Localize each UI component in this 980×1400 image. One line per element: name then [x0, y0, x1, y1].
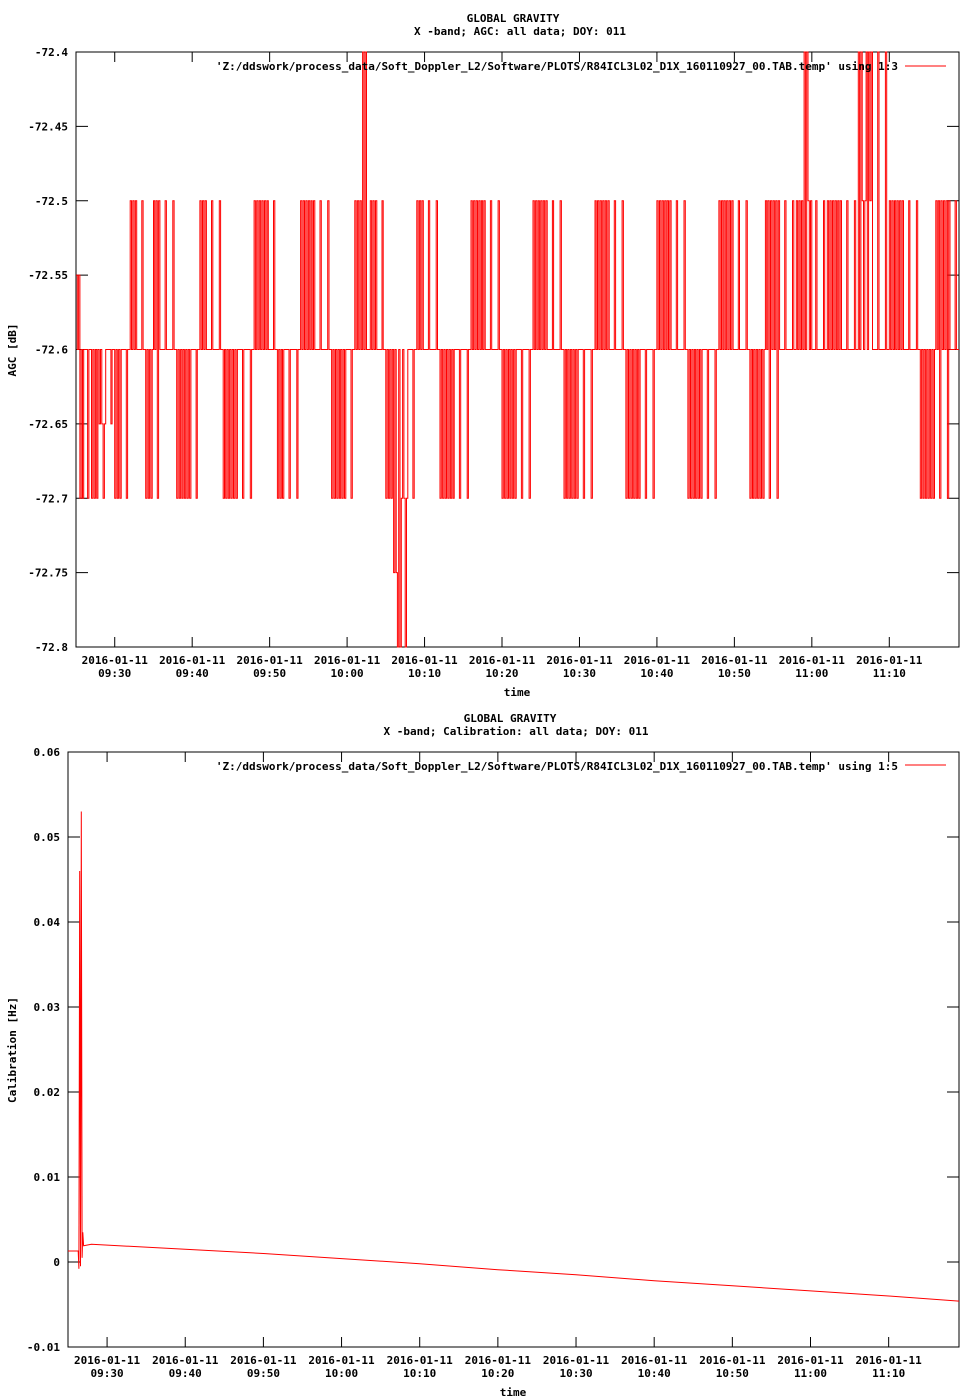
agc-x-tick-date: 2016-01-11	[778, 654, 845, 667]
calibration-y-tick-label: 0.02	[33, 1086, 60, 1099]
calibration-y-tick-label: 0	[53, 1256, 60, 1269]
agc-x-tick-time: 09:50	[253, 667, 287, 680]
calibration-y-tick-label: 0.03	[33, 1001, 60, 1014]
agc-chart-title: GLOBAL GRAVITY	[466, 12, 560, 25]
calibration-x-tick-time: 10:20	[481, 1367, 515, 1380]
calibration-x-axis-label: time	[499, 1386, 527, 1399]
calibration-y-axis-label: Calibration [Hz]	[6, 997, 19, 1103]
agc-x-tick-time: 10:40	[640, 667, 674, 680]
calibration-x-tick-date: 2016-01-11	[855, 1354, 922, 1367]
calibration-x-tick-date: 2016-01-11	[152, 1354, 219, 1367]
calibration-y-tick-label: 0.05	[33, 831, 60, 844]
calibration-x-tick-date: 2016-01-11	[230, 1354, 297, 1367]
agc-y-tick-label: -72.75	[28, 566, 68, 580]
agc-x-tick-date: 2016-01-11	[701, 654, 768, 667]
agc-y-tick-label: -72.8	[34, 641, 68, 654]
agc-x-tick-date: 2016-01-11	[623, 654, 691, 667]
agc-x-tick-time: 10:10	[407, 667, 442, 680]
calibration-y-tick-label: -0.01	[26, 1341, 60, 1354]
agc-x-tick-date: 2016-01-11	[856, 654, 923, 667]
agc-x-tick-date: 2016-01-11	[468, 654, 536, 667]
calibration-x-tick-date: 2016-01-11	[73, 1354, 141, 1367]
agc-y-tick-label: -72.45	[28, 120, 68, 134]
agc-chart-subtitle: X -band; AGC: all data; DOY: 011	[414, 25, 626, 38]
calibration-chart-title: GLOBAL GRAVITY	[463, 712, 557, 725]
agc-x-tick-date: 2016-01-11	[81, 654, 148, 667]
agc-series-line	[76, 52, 959, 647]
agc-x-tick-time: 09:30	[98, 667, 132, 680]
calibration-series-line	[68, 812, 959, 1302]
agc-x-tick-time: 10:30	[562, 667, 597, 680]
agc-y-axis-label: AGC [dB]	[6, 323, 19, 377]
agc-y-tick-label: -72.65	[28, 417, 68, 431]
agc-x-tick-time: 10:50	[717, 667, 751, 680]
calibration-x-tick-time: 10:10	[403, 1367, 437, 1380]
calibration-x-tick-time: 09:30	[90, 1367, 124, 1380]
calibration-y-ticks	[27, 746, 959, 1354]
agc-x-tick-date: 2016-01-11	[236, 654, 303, 667]
agc-y-tick-label: -72.6	[34, 343, 68, 357]
calibration-x-tick-date: 2016-01-11	[699, 1354, 766, 1367]
calibration-x-tick-date: 2016-01-11	[464, 1354, 531, 1367]
agc-legend-label: 'Z:/ddswork/process_data/Soft_Doppler_L2/Software/PLOTS/R84ICL3L02_D1X_160110927_00.TAB.temp' using 1:3	[215, 60, 898, 73]
agc-y-tick-label: -72.5	[34, 194, 68, 208]
agc-y-tick-label: -72.4	[34, 46, 68, 59]
agc-x-tick-time: 10:00	[330, 667, 364, 680]
agc-x-tick-date: 2016-01-11	[313, 654, 381, 667]
calibration-chart	[6, 712, 959, 1399]
calibration-x-tick-date: 2016-01-11	[308, 1354, 375, 1367]
agc-x-tick-date: 2016-01-11	[391, 654, 458, 667]
calibration-x-tick-time: 10:30	[559, 1367, 593, 1380]
calibration-chart-subtitle: X -band; Calibration: all data; DOY: 011	[383, 725, 649, 738]
calibration-x-tick-time: 09:50	[246, 1367, 280, 1380]
agc-x-tick-date: 2016-01-11	[546, 654, 613, 667]
agc-chart	[6, 12, 959, 699]
agc-x-tick-time: 10:20	[485, 667, 519, 680]
calibration-x-tick-time: 10:40	[637, 1367, 671, 1380]
agc-x-tick-time: 09:40	[175, 667, 209, 680]
calibration-plot-frame	[68, 752, 959, 1347]
agc-x-axis-label: time	[503, 686, 531, 699]
calibration-x-tick-date: 2016-01-11	[386, 1354, 453, 1367]
agc-x-tick-date: 2016-01-11	[159, 654, 226, 667]
calibration-x-tick-date: 2016-01-11	[777, 1354, 844, 1367]
calibration-y-tick-label: 0.04	[33, 916, 60, 929]
calibration-x-tick-date: 2016-01-11	[621, 1354, 688, 1367]
calibration-x-tick-time: 09:40	[168, 1367, 202, 1380]
agc-y-tick-label: -72.55	[28, 269, 68, 283]
calibration-y-tick-label: 0.06	[33, 746, 60, 759]
agc-x-tick-time: 11:10	[872, 667, 906, 680]
calibration-x-tick-date: 2016-01-11	[542, 1354, 610, 1367]
agc-y-tick-label: -72.7	[34, 492, 68, 506]
calibration-y-tick-label: 0.01	[33, 1171, 60, 1184]
calibration-x-tick-time: 10:50	[715, 1367, 749, 1380]
calibration-x-ticks	[74, 752, 922, 1380]
calibration-x-tick-time: 11:00	[793, 1367, 828, 1380]
agc-x-tick-time: 11:00	[795, 667, 829, 680]
calibration-legend-label: 'Z:/ddswork/process_data/Soft_Doppler_L2/Software/PLOTS/R84ICL3L02_D1X_160110927_00.TAB.temp' using 1:5	[215, 760, 898, 773]
calibration-x-tick-time: 10:00	[324, 1367, 359, 1380]
calibration-x-tick-time: 11:10	[872, 1367, 906, 1380]
